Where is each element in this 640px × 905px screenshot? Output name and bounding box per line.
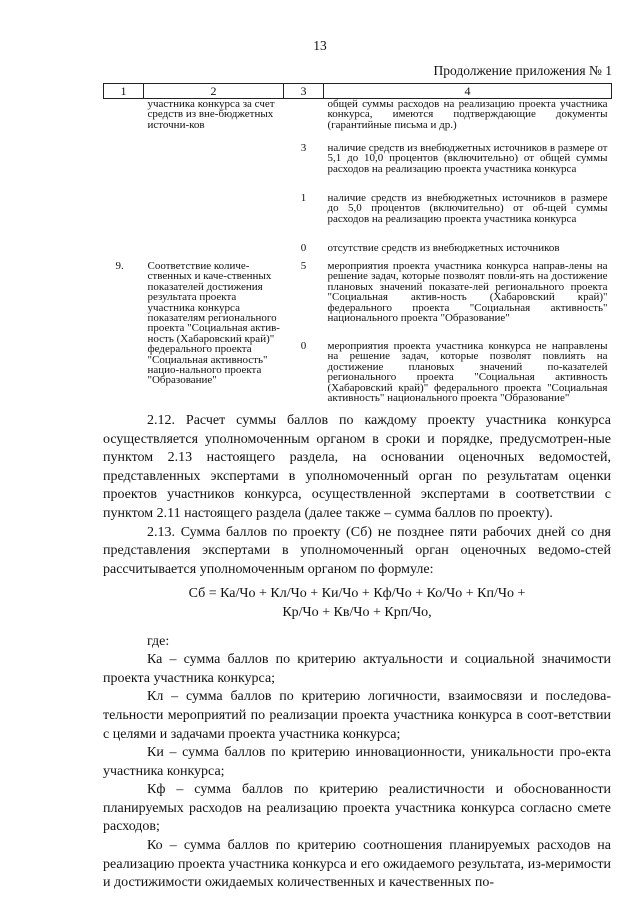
score-cell: 3 xyxy=(300,142,307,154)
description-cell: наличие средств из внебюджетных источников в размере от 5,1 до 10,0 процентов (включительно) от общей суммы расходов на реализацию проекта участника конкурса xyxy=(327,142,608,175)
description-cell: наличие средств из внебюджетных источников в размере до 5,0 процентов (включительно) от об-щей суммы расходов на реализацию проекта участника конкурса xyxy=(327,192,608,225)
description-cell: мероприятия проекта участника конкурса не направлены на решение задач, которые позволят повлиять на достижение плановых значений по-казателей регионального проекта "Социальная активность (Хабаровский край)" федерального проекта "Социальная активность" национального проекта "Образование" xyxy=(327,340,608,405)
description-cell: мероприятия проекта участника конкурса направ-лены на решение задач, которые позволят повли-ять на достижение плановых значений показате-лей регионального проекта "Социальная актив-ность (Хабаровский край)" федерального проекта "Социальная активность" национального проекта "Образование" xyxy=(327,260,608,325)
column-header: 4 xyxy=(324,84,612,99)
score-cell: 0 xyxy=(300,340,307,352)
definition-ko: Ко – сумма баллов по критерию соотношения планируемых расходов на реализацию проекта участника конкурса и его ожидаемого результата, из-меримости и достижимости ожидаемых количественных и качественных по- xyxy=(103,838,611,891)
definition-kf: Кф – сумма баллов по критерию реалистичности и обоснованности планируемых расходов на реализацию проекта участника конкурса согласно смете расходов; xyxy=(103,782,611,835)
column-header: 3 xyxy=(284,84,324,99)
criterion-cell: участника конкурса за счет средств из вне-бюджетных источни-ков xyxy=(147,98,275,131)
formula-line: Сб = Ка/Чо + Кл/Чо + Ки/Чо + Кф/Чо + Ко/Чо + Кп/Чо + xyxy=(188,586,526,602)
column-header: 1 xyxy=(104,84,144,99)
table-header-row xyxy=(104,84,612,99)
criterion-cell: Соответствие количе-ственных и каче-ственных показателей достижения результата проекта участника конкурса показателям регионального проекта "Социальная актив-ность (Хабаровский край)" федерального проекта "Социальная активность" нацио-нального проекта "Образование" xyxy=(147,260,280,387)
where-label: где: xyxy=(147,633,170,649)
page-number: 13 xyxy=(313,38,327,53)
description-cell: отсутствие средств из внебюджетных источников xyxy=(327,242,560,254)
score-cell: 5 xyxy=(300,260,307,272)
score-cell xyxy=(284,99,324,144)
definition-ki: Ки – сумма баллов по критерию инновационности, уникальности про-екта участника конкурса; xyxy=(103,745,611,779)
description-cell: общей суммы расходов на реализацию проекта участника конкурса, имеются подтверждающие документы (гарантийные письма и др.) xyxy=(327,98,608,131)
table-row xyxy=(104,99,612,144)
main-text xyxy=(103,412,611,893)
criteria-table xyxy=(103,83,612,403)
definition-ka: Ка – сумма баллов по критерию актуальности и социальной значимости проекта участника конкурса; xyxy=(103,652,611,686)
definition-kl: Кл – сумма баллов по критерию логичности, взаимосвязи и последова-тельности мероприятий по реализации проекта участника конкурса в соот-ветствии с целями и задачами проекта участника конкурса; xyxy=(103,689,611,742)
formula-line: Кр/Чо + Кв/Чо + Крп/Чо, xyxy=(282,604,432,620)
row-number xyxy=(104,99,144,262)
column-header: 2 xyxy=(144,84,284,99)
paragraph-2-13: 2.13. Сумма баллов по проекту (Сб) не позднее пяти рабочих дней со дня представления экспертами в уполномоченный орган оценочных ведомо-стей рассчитывается уполномоченным органом по формуле: xyxy=(103,524,611,577)
score-cell: 1 xyxy=(300,192,307,204)
row-number: 9. xyxy=(115,260,124,272)
score-cell: 0 xyxy=(300,242,307,254)
table-row xyxy=(104,261,612,341)
formula xyxy=(103,585,611,622)
appendix-continuation-note: Продолжение приложения № 1 xyxy=(433,63,612,78)
paragraph-2-12: 2.12. Расчет суммы баллов по каждому проекту участника конкурса осуществляется уполномоченным органом в сроки и порядке, предусмотрен-ные пунктом 2.13 настоящего раздела, на основании оценочных ведомостей, представленных экспертами в уполномоченный орган по результатам оценки проектов участников конкурса, осуществленной экспертами в соответствии с пунктом 2.11 настоящего раздела (далее также – сумма баллов по проекту). xyxy=(103,413,611,521)
